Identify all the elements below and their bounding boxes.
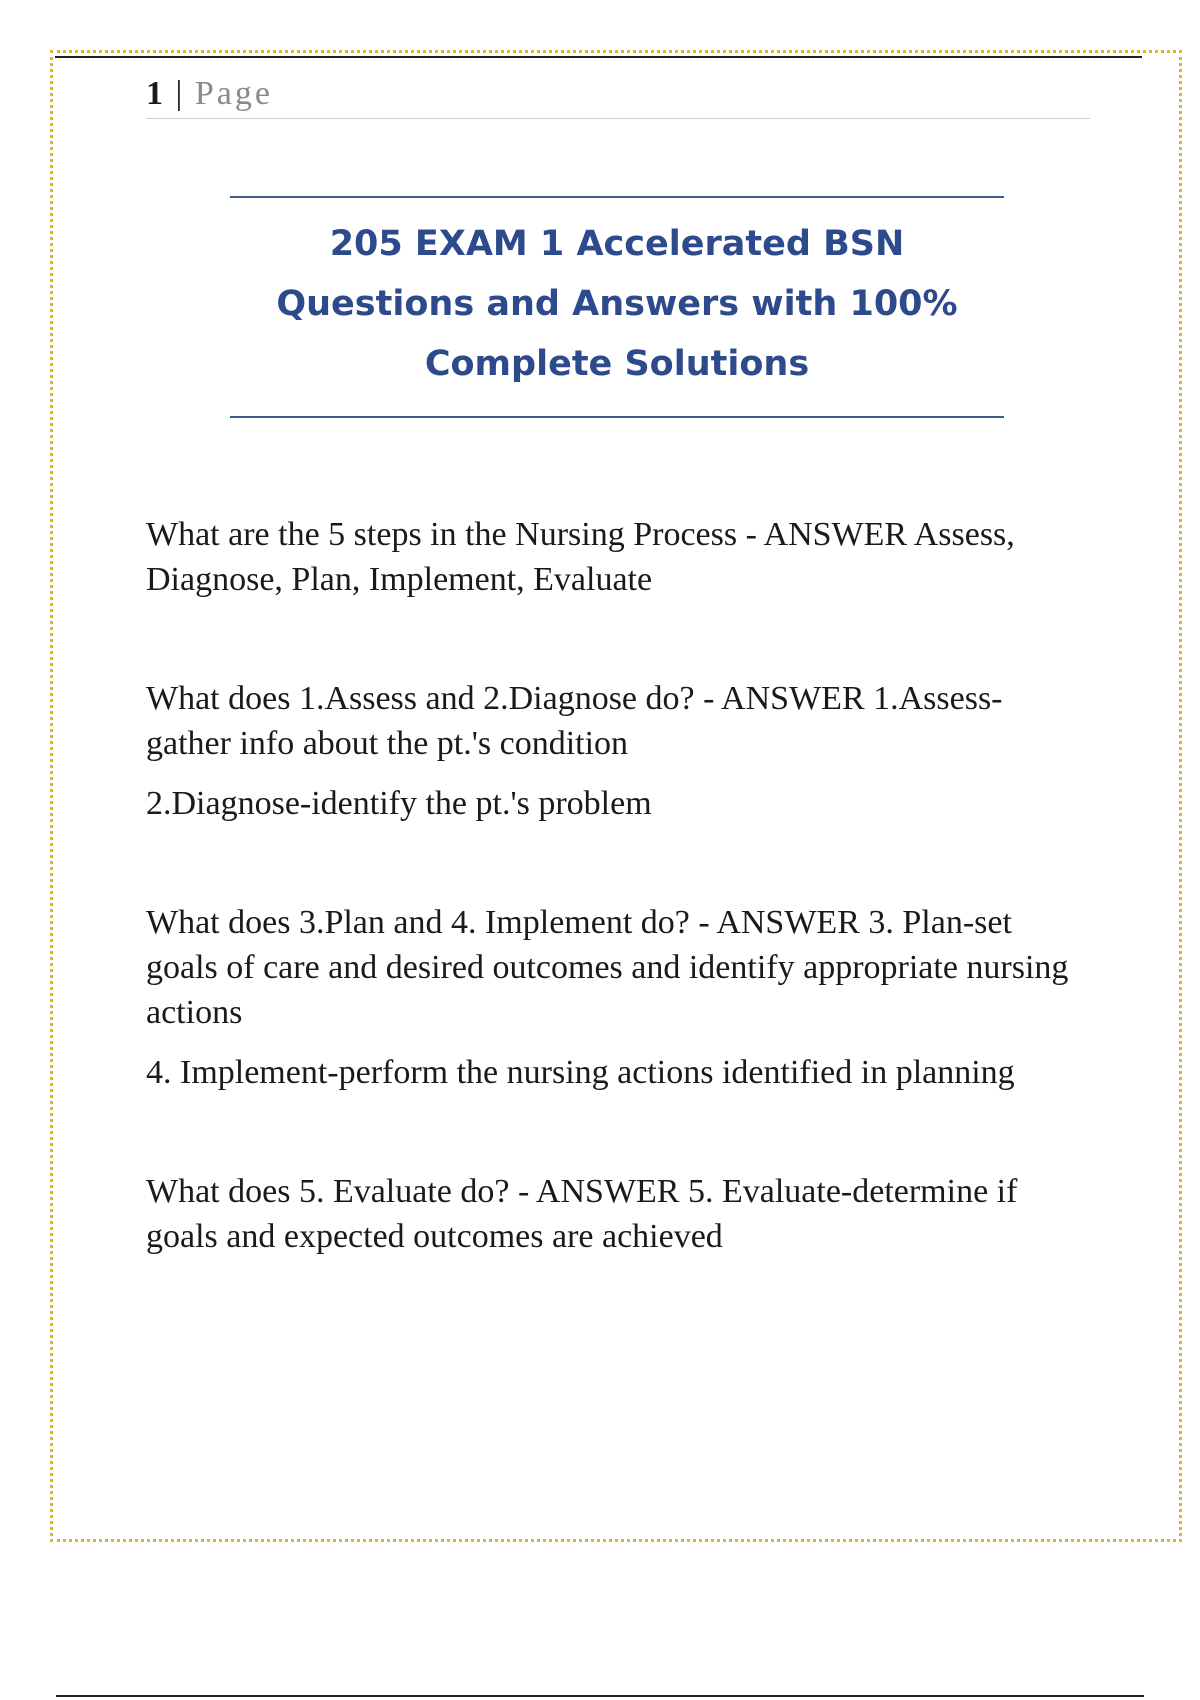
title-line-1: 205 EXAM 1 Accelerated BSN <box>329 224 905 264</box>
qa-item <box>146 676 1086 826</box>
document-title <box>230 214 1004 394</box>
qa-item <box>146 900 1086 1095</box>
qa-text: What does 5. Evaluate do? - ANSWER 5. Evaluate-determine if goals and expected outcomes are achieved <box>146 1173 1018 1255</box>
title-line-2: Questions and Answers with 100% <box>276 284 958 324</box>
title-rule-bottom <box>230 416 1004 418</box>
header-separator: | <box>175 75 183 112</box>
qa-item <box>146 1169 1086 1259</box>
footer-rule <box>56 1695 1144 1697</box>
top-rule <box>55 56 1142 58</box>
qa-text: What are the 5 steps in the Nursing Process - ANSWER Assess, Diagnose, Plan, Implement, Evaluate <box>146 516 1015 598</box>
qa-list <box>146 512 1086 1259</box>
qa-continuation: 2.Diagnose-identify the pt.'s problem <box>146 785 652 822</box>
qa-item <box>146 512 1086 602</box>
title-rule-top <box>230 196 1004 198</box>
title-line-3: Complete Solutions <box>424 344 810 384</box>
page-header <box>146 74 1090 119</box>
qa-continuation: 4. Implement-perform the nursing actions identified in planning <box>146 1054 1015 1091</box>
qa-text: What does 1.Assess and 2.Diagnose do? - ANSWER 1.Assess-gather info about the pt.'s condition <box>146 680 1003 762</box>
qa-text: What does 3.Plan and 4. Implement do? - ANSWER 3. Plan-set goals of care and desired outcomes and identify appropriate nursing actions <box>146 904 1069 1031</box>
page-label: Page <box>194 75 273 112</box>
page-number: 1 <box>146 75 163 112</box>
